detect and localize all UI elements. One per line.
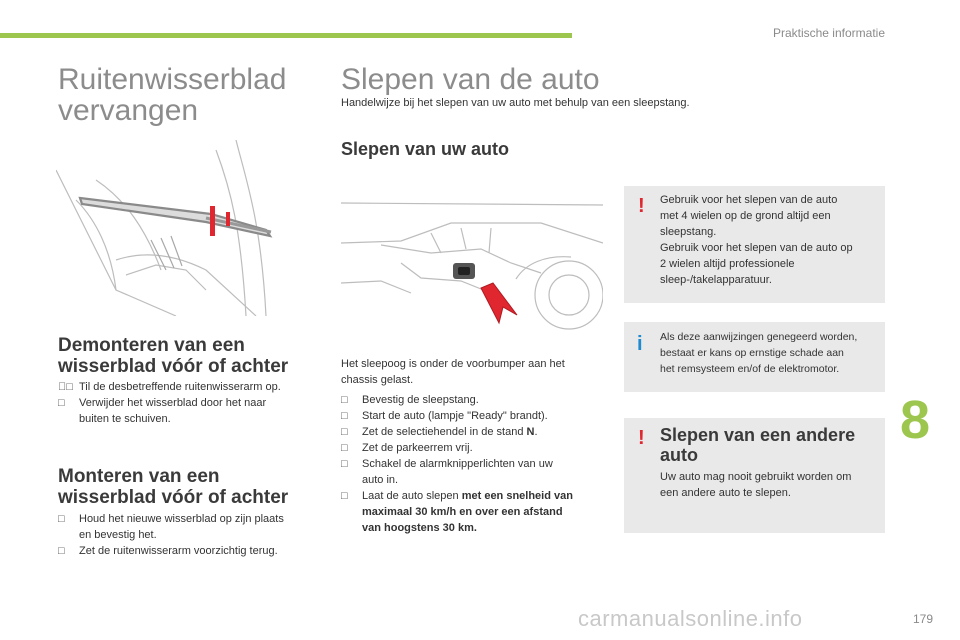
bullet-icon: □: [341, 490, 348, 502]
bullet-icon: □: [341, 426, 348, 438]
bullet-icon: □: [58, 397, 65, 409]
list-item: □ Zet de selectiehendel in de stand N.: [341, 426, 538, 438]
install-steps: [58, 511, 323, 559]
list-item: □ Houd het nieuwe wisserblad op zijn plaats: [58, 513, 284, 525]
wiper-illustration: [56, 140, 276, 316]
list-item: □ Schakel de alarmknipperlichten van uw: [341, 458, 553, 470]
list-item: buiten te schuiven.: [79, 413, 171, 425]
warning-box-heading: Slepen van een andere auto: [660, 425, 856, 465]
left-title-line-1: Ruitenwisserblad: [58, 63, 287, 96]
tow-eye-text-line-2: chassis gelast.: [341, 374, 414, 386]
list-item: van hoogstens 30 km.: [362, 522, 477, 534]
chapter-number: 8: [900, 390, 931, 450]
bullet-icon: □: [58, 545, 65, 557]
bullet-icon: □: [58, 381, 65, 393]
tow-eye-illustration: [341, 183, 603, 333]
remove-steps: [58, 379, 318, 427]
watermark: carmanualsonline.info: [578, 606, 803, 631]
bullet-icon: □: [341, 458, 348, 470]
list-item: □ Verwijder het wisserblad door het naar: [58, 397, 267, 409]
left-title: [58, 64, 286, 126]
warning-icon: !: [638, 427, 645, 449]
list-item: □ Bevestig de sleepstang.: [341, 394, 479, 406]
list-item: □ Til de desbetreffende ruitenwisserarm op.: [58, 381, 281, 393]
bullet-icon: □: [341, 442, 348, 454]
install-heading-line-1: Monteren van een: [58, 466, 220, 487]
info-box-damage: [624, 322, 885, 392]
list-item: en bevestig het.: [79, 529, 157, 541]
warning-icon: !: [638, 195, 645, 217]
page-number: 179: [913, 612, 934, 626]
warning-box-towing-equipment: [624, 186, 885, 303]
install-heading-line-2: wisserblad vóór of achter: [58, 487, 289, 508]
page-title: Slepen van de auto: [341, 63, 600, 96]
info-box-text: Als deze aanwijzingen genegeerd worden, bestaat er kans op ernstige schade aan het remsysteem en/of de elektromotor.: [660, 331, 858, 375]
left-title-line-2: vervangen: [58, 94, 199, 127]
warning-box-towing-other-car: [624, 418, 885, 533]
page-subtitle: Handelwijze bij het slepen van uw auto met behulp van een sleepstang.: [341, 97, 690, 109]
bullet-icon: □: [58, 513, 65, 525]
warning-box-text: Gebruik voor het slepen van de auto met 4 wielen op de grond altijd een sleepstang. Gebruik voor het slepen van de auto op 2 wielen altijd professionele sleep-/takelapparatuur.: [660, 194, 853, 286]
remove-heading-line-2: wisserblad vóór of achter: [58, 356, 289, 377]
list-item: maximaal 30 km/h en over een afstand: [362, 506, 563, 518]
tow-eye-text-line-1: Het sleepoog is onder de voorbumper aan het: [341, 358, 565, 370]
info-icon: i: [637, 333, 643, 355]
section-label: Praktische informatie: [772, 26, 885, 40]
list-item: □ Zet de ruitenwisserarm voorzichtig terug.: [58, 545, 278, 557]
tow-eye-text: [341, 356, 611, 388]
bullet-icon: □: [341, 410, 348, 422]
towing-steps: [341, 392, 611, 536]
list-item: auto in.: [362, 474, 399, 486]
list-item: □ Laat de auto slepen met een snelheid van: [341, 490, 573, 502]
warning-box-text: Uw auto mag nooit gebruikt worden om een andere auto te slepen.: [660, 471, 852, 499]
list-item: □ Start de auto (lampje "Ready" brandt).: [341, 410, 548, 422]
list-item: □ Zet de parkeerrem vrij.: [341, 442, 473, 454]
remove-heading: [58, 335, 288, 377]
remove-heading-line-1: Demonteren van een: [58, 335, 245, 356]
install-heading: [58, 466, 288, 508]
header-accent-bar: [0, 33, 572, 38]
towing-heading: Slepen van uw auto: [341, 139, 510, 159]
bullet-icon: □: [341, 394, 348, 406]
